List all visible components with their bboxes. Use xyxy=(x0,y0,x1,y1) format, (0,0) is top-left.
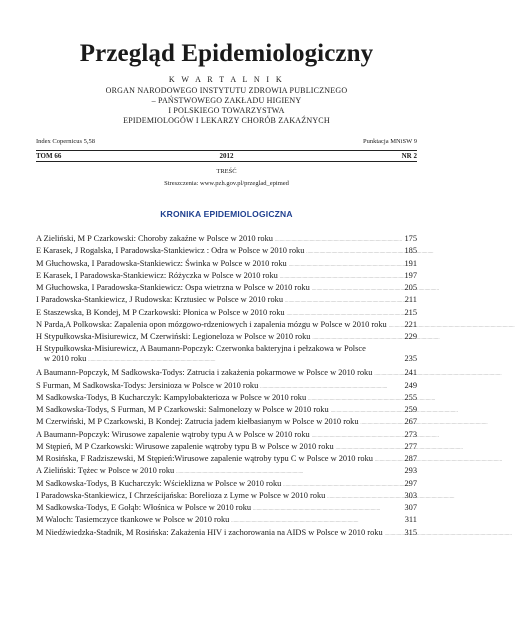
toc-page-number: 235 xyxy=(404,354,417,364)
toc-entry-title: M Czerwiński, M P Czarkowski, B Kondej: Zatrucia jadem kiełbasianym w Polsce w 2010 roku xyxy=(36,417,359,427)
toc-entry-title: A Zieliński: Tężec w Polsce w 2010 roku xyxy=(36,466,175,476)
toc-entry-title: M Sadkowska-Todys, E Gołąb: Włośnica w Polsce w 2010 roku xyxy=(36,503,252,512)
toc-page-number: 315 xyxy=(404,527,417,537)
toc-page-number: 307 xyxy=(404,503,417,512)
toc-page-number: 191 xyxy=(404,258,417,268)
toc-page-number: 197 xyxy=(404,270,417,280)
toc-entry-title: M Głuchowska, I Paradowska-Stankiewicz: Świnka w Polsce w 2010 roku xyxy=(36,258,287,268)
toc-entry-title: I Paradowska-Stankiewicz, I Chrześcijańska: Borelioza z Lyme w Polsce w 2010 roku xyxy=(36,490,326,500)
toc-entry-title: E Karasek, I Paradowska-Stankiewicz: Różyczka w Polsce w 2010 roku xyxy=(36,270,278,280)
toc-entry[interactable] xyxy=(36,454,417,465)
toc-entry-title: M Stępień, M P Czarkowski: Wirusowe zapalenie wątroby typu B w Polsce w 2010 roku xyxy=(36,441,334,451)
toc-page-number: 297 xyxy=(404,478,417,488)
toc-entry-title-continuation: w 2010 roku xyxy=(44,354,87,364)
volume-year: 2012 xyxy=(219,152,234,160)
dot-leader xyxy=(375,454,402,465)
toc-entry-title: H Stypułkowska-Misiurewicz, M Czerwiński: Legioneloza w Polsce w 2010 roku xyxy=(36,332,311,341)
toc-entry[interactable] xyxy=(36,515,417,526)
toc-entry[interactable] xyxy=(36,503,417,514)
dot-leader xyxy=(327,491,402,502)
toc-entry[interactable] xyxy=(36,405,417,416)
publisher-line: I POLSKIEGO TOWARZYSTWA xyxy=(168,106,285,115)
dot-leader xyxy=(280,271,403,282)
toc-entry-title: H Stypułkowska-Misiurewicz, A Baumann-Popczyk: Czerwonka bakteryjna i pełzakowa w Polsce xyxy=(36,344,366,354)
toc-page-number: 273 xyxy=(404,429,417,439)
contents-label: TREŚĆ xyxy=(216,168,237,175)
toc-page-number: 205 xyxy=(404,283,417,292)
dot-leader xyxy=(88,354,402,365)
dot-leader xyxy=(260,381,402,392)
dot-leader xyxy=(275,234,402,245)
toc-entry[interactable] xyxy=(36,393,417,404)
toc-entry[interactable] xyxy=(36,308,417,319)
toc-page-number: 311 xyxy=(404,515,417,525)
dot-leader xyxy=(283,479,402,490)
toc-page-number: 215 xyxy=(404,307,417,317)
toc-entry[interactable] xyxy=(36,332,417,343)
toc-entry[interactable] xyxy=(36,295,417,306)
section-heading: KRONIKA EPIDEMIOLOGICZNA xyxy=(160,209,293,219)
dot-leader xyxy=(287,308,403,319)
publisher-line: EPIDEMIOLOGÓW I LEKARZY CHORÓB ZAKAŹNYCH xyxy=(123,116,330,125)
toc-entry-title: E Staszewska, B Kondej, M P Czarkowski: Płonica w Polsce w 2010 roku xyxy=(36,307,285,317)
toc-entry[interactable] xyxy=(36,234,417,245)
toc-entry[interactable] xyxy=(36,246,417,257)
volume-number: TOM 66 xyxy=(36,152,62,160)
toc-entry[interactable] xyxy=(36,320,417,331)
toc-entry[interactable] xyxy=(36,528,417,539)
toc-entry-title: I Paradowska-Stankiewicz, J Rudowska: Krztusiec w Polsce w 2010 roku xyxy=(36,295,284,305)
dot-leader xyxy=(385,528,403,539)
publisher-line: ORGAN NARODOWEGO INSTYTUTU ZDROWIA PUBLICZNEGO xyxy=(105,86,348,95)
toc-page-number: 221 xyxy=(404,319,417,329)
toc-entry-title: M Sadkowska-Todys, S Furman, M P Czarkowski: Salmonelozy w Polsce w 2010 roku xyxy=(36,405,329,414)
abstracts-link[interactable]: Streszczenia: www.pzh.gov.pl/przeglad_epimed xyxy=(164,180,289,187)
toc-entry[interactable] xyxy=(36,283,417,294)
dot-leader xyxy=(331,405,403,416)
toc-entry[interactable] xyxy=(36,491,417,502)
toc-entry-title: A Baumann-Popczyk, M Sadkowska-Todys: Zatrucia i zakażenia pokarmowe w Polsce w 2010 roku xyxy=(36,368,373,378)
toc-page-number: 303 xyxy=(404,490,417,500)
publisher-line: – PAŃSTWOWEGO ZAKŁADU HIGIENY xyxy=(151,96,302,105)
toc-entry-title: A Baumann-Popczyk: Wirusowe zapalenie wątroby typu A w Polsce w 2010 roku xyxy=(36,429,310,439)
index-copernicus: Index Copernicus 5,58 xyxy=(36,138,96,145)
dot-leader xyxy=(312,332,402,343)
dot-leader xyxy=(312,283,403,294)
dot-leader xyxy=(289,259,403,270)
toc-entry-title: M Sadkowska-Todys, B Kucharczyk: Wścieklizna w Polsce w 2010 roku xyxy=(36,478,282,488)
dot-leader xyxy=(308,393,402,404)
toc-entry[interactable] xyxy=(36,381,417,392)
toc-entry[interactable] xyxy=(36,466,417,477)
toc-entry-title: S Furman, M Sadkowska-Todys: Jersinioza w Polsce w 2010 roku xyxy=(36,380,259,390)
issue-number: NR 2 xyxy=(401,152,417,160)
toc-entry[interactable] xyxy=(36,430,417,441)
dot-leader xyxy=(306,246,402,257)
mnisw-points: Punktacja MNiSW 9 xyxy=(362,138,417,145)
dot-leader xyxy=(374,368,402,379)
toc-entry[interactable] xyxy=(36,442,417,453)
toc-page-number: 185 xyxy=(404,246,417,256)
frequency-label: K W A R T A L N I K xyxy=(168,75,285,84)
toc-entry[interactable] xyxy=(36,344,417,365)
toc-entry-title: M Niedźwiedzka-Stadnik, M Rosińska: Zakażenia HIV i zachorowania na AIDS w Polsce w 2010 roku xyxy=(36,527,383,537)
toc-entry-title: A Zieliński, M P Czarkowski: Choroby zakaźne w Polsce w 2010 roku xyxy=(36,234,273,243)
toc-entry-title: M Sadkowska-Todys, B Kucharczyk: Kampylobakterioza w Polsce w 2010 roku xyxy=(36,392,307,402)
dot-leader xyxy=(312,430,403,441)
toc-page-number: 287 xyxy=(404,454,417,463)
toc-page-number: 293 xyxy=(404,466,417,476)
journal-title: Przegląd Epidemiologiczny xyxy=(79,40,374,67)
toc-entry-title: M Głuchowska, I Paradowska-Stankiewicz: Ospa wietrzna w Polsce w 2010 roku xyxy=(36,283,310,292)
dot-leader xyxy=(361,417,403,428)
toc-entry[interactable] xyxy=(36,259,417,270)
toc-page-number: 229 xyxy=(404,332,417,341)
volume-bar xyxy=(36,150,417,162)
dot-leader xyxy=(285,295,403,306)
dot-leader xyxy=(176,466,402,477)
toc-entry-title: N Parda,A Polkowska: Zapalenia opon mózgowo-rdzeniowych i zapalenia mózgu w Polsce w 2010 roku xyxy=(36,319,387,329)
toc-page-number: 241 xyxy=(404,368,417,378)
toc-entry-title: M Waloch: Tasiemczyce tkankowe w Polsce w 2010 roku xyxy=(36,515,230,525)
toc-page-number: 249 xyxy=(404,380,417,390)
toc-entry-title: E Karasek, J Rogalska, I Paradowska-Stankiewicz : Odra w Polsce w 2010 roku xyxy=(36,246,305,256)
toc-page-number: 259 xyxy=(404,405,417,414)
dot-leader xyxy=(389,320,403,331)
toc-page-number: 267 xyxy=(404,417,417,427)
toc-page-number: 277 xyxy=(404,441,417,451)
toc-entry-title: M Rosińska, F Radziszewski, M Stępień:Wirusowe zapalenie wątroby typu C w Polsce w 2010 roku xyxy=(36,454,373,463)
toc-page-number: 211 xyxy=(404,295,417,305)
toc-entry[interactable] xyxy=(36,417,417,428)
toc-entry[interactable] xyxy=(36,368,417,379)
toc-page-number: 175 xyxy=(404,234,417,243)
dot-leader xyxy=(336,442,403,453)
toc-entry[interactable] xyxy=(36,271,417,282)
dot-leader xyxy=(253,503,402,514)
toc-entry[interactable] xyxy=(36,479,417,490)
toc-page-number: 255 xyxy=(404,392,417,402)
dot-leader xyxy=(231,515,402,526)
